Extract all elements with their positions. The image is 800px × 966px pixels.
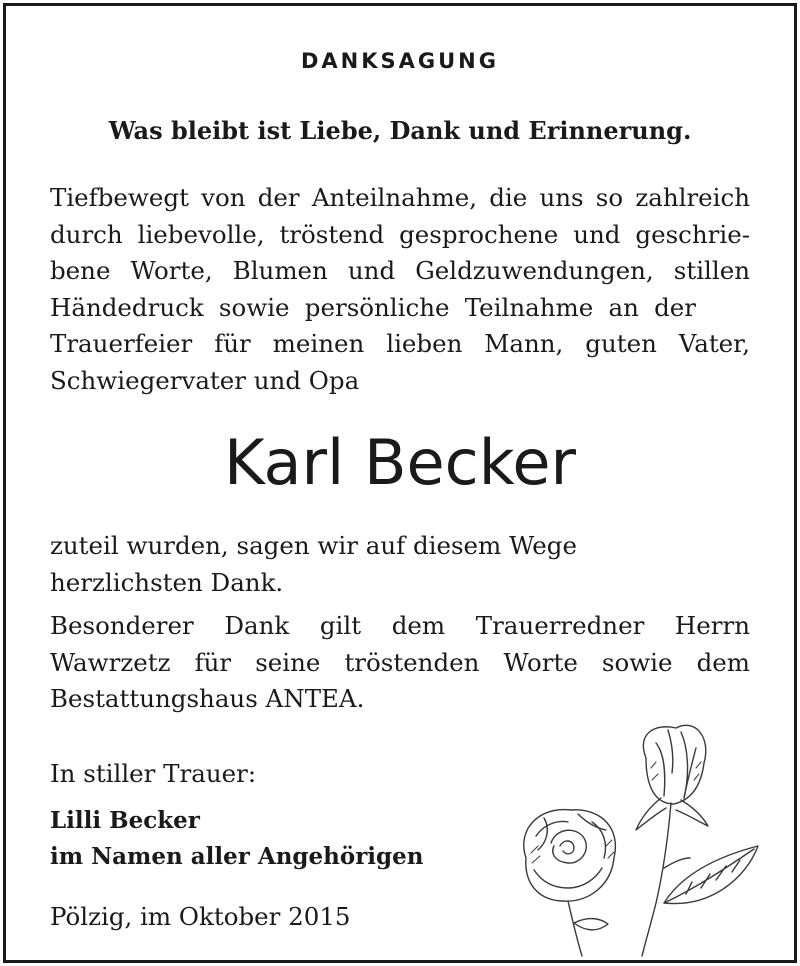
intro-line: durch liebevolle, tröstend gesprochene und geschrie- (50, 219, 750, 249)
intro-line: Händedruck sowie persönliche Teilnahme an der (50, 292, 696, 322)
special-thanks-line: Bestattungshaus ANTEA. (50, 684, 365, 713)
thanks-line: herzlichsten Dank. (50, 567, 284, 597)
signatory-note: im Namen aller Angehörigen (50, 843, 424, 870)
thanks-paragraph (50, 528, 577, 601)
roses-icon (496, 718, 766, 958)
intro-line: Schwiegervater und Opa (50, 365, 360, 395)
intro-paragraph (50, 180, 750, 399)
intro-line: Trauerfeier für meinen lieben Mann, guten Vater, (50, 329, 750, 358)
obituary-card (3, 3, 797, 963)
notice-heading: DANKSAGUNG (300, 49, 499, 73)
special-thanks-line: Wawrzetz für seine tröstenden Worte sowie dem (50, 647, 750, 677)
thanks-line: zuteil wurden, sagen wir auf diesem Wege (50, 531, 577, 560)
notice-motto: Was bleibt ist Liebe, Dank und Erinnerung. (108, 116, 692, 145)
special-thanks-line: Besonderer Dank gilt dem Trauerredner Herrn (50, 611, 750, 640)
signatory-name: Lilli Becker (50, 807, 200, 834)
place-date: Pölzig, im Oktober 2015 (50, 902, 351, 931)
intro-line: Tiefbewegt von der Anteilnahme, die uns so zahlreich (50, 183, 750, 212)
special-thanks-paragraph (50, 608, 750, 718)
deceased-name: Karl Becker (223, 426, 577, 499)
mourning-label: In stiller Trauer: (50, 759, 257, 788)
intro-line: bene Worte, Blumen und Geldzuwendungen, stillen (50, 256, 750, 285)
